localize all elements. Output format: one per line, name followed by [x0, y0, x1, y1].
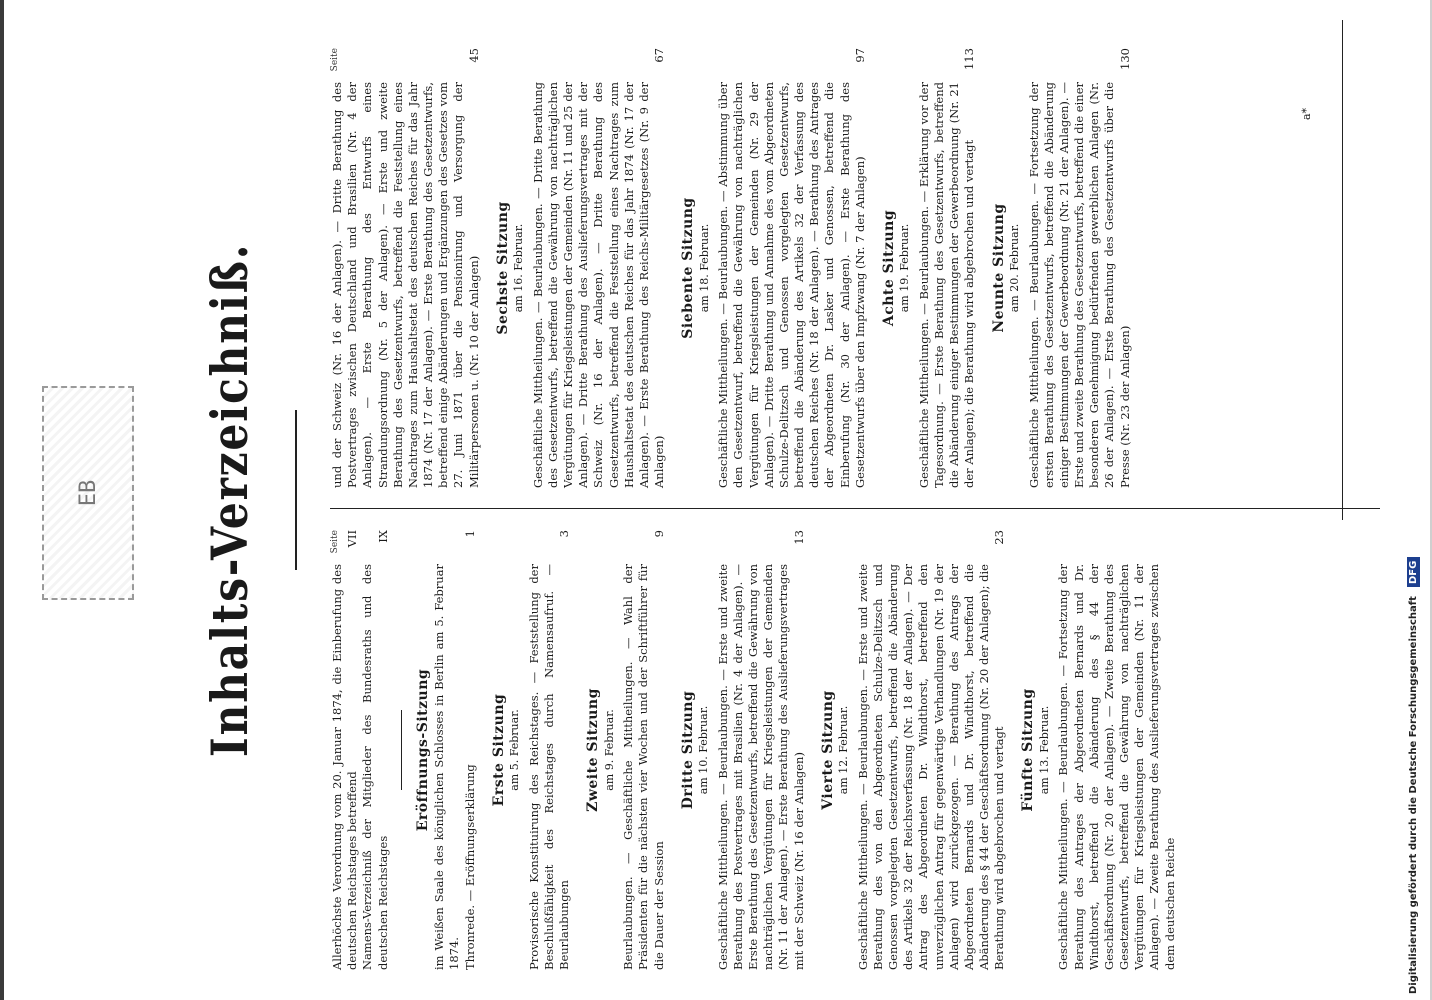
- session-heading: Zweite Sitzung: [585, 688, 602, 812]
- session-date: am 16. Februar.: [512, 223, 526, 313]
- digitization-credit: [1407, 6, 1420, 994]
- toc-entry-text: Geschäftliche Mittheilungen. — Beurlaubungen. — Abstimmung über den Gesetzentwurf, betreffend die Gewährung von nachträglichen Vergütungen für Kriegsleistungen der Gemeinden (Nr. 29 der Anlagen). — Dritte Berathung und Annahme des vom Abgeordneten Schulze-Delitzsch und Genossen vorgelegten Gesetzentwurfs, betreffend die Abänderung des Artikels 32 der Verfassung des deutschen Reiches (Nr. 18 der Anlagen). — Berathung des Antrages der Abgeordneten Dr. Lasker und Genossen, betreffend die Einberufung (Nr. 30 der Anlagen). — Erste Berathung des Gesetzentwurfs über den Impfzwang (Nr. 7 der Anlagen): [716, 82, 867, 488]
- toc-entry-text: Beurlaubungen. — Geschäftliche Mittheilungen. — Wahl der Präsidenten für die nächsten vier Wochen und der Schriftführer für die Dauer der Session: [621, 564, 666, 970]
- session-heading: Vierte Sitzung: [819, 690, 836, 810]
- session-date: am 18. Februar.: [697, 223, 711, 313]
- session-heading: Siebente Sitzung: [680, 197, 697, 339]
- session-heading: Eröffnungs-Sitzung: [414, 668, 431, 832]
- left-column: [330, 530, 1178, 970]
- toc-entry-text: Geschäftliche Mittheilungen. — Beurlaubungen. — Dritte Berathung des Gesetzentwurfs, betreffend die Gewährung von nachträglichen Vergütungen für Kriegsleistungen der Gemeinden (Nr. 11 und 25 der Anlagen). — Dritte Berathung des Auslieferungsvertrages mit der Schweiz (Nr. 16 der Anlagen). — Dritte Berathung des Gesetzentwurfs, betreffend die Feststellung eines Nachtrages zum Haushaltsetat des deutschen Reiches für das Jahr 1874 (Nr. 17 der Anlagen). — Erste Berathung des Reichs-Militärgesetzes (Nr. 9 der Anlagen): [530, 82, 667, 488]
- toc-entry: [1056, 530, 1177, 970]
- toc-page-number: 1: [462, 530, 477, 538]
- toc-entry-text: Namens-Verzeichniß der Mitglieder des Bundesraths und des deutschen Reichstages: [360, 564, 390, 970]
- toc-entry: [856, 530, 1008, 970]
- document-title: Inhalts-Verzeichniß.: [200, 242, 259, 758]
- toc-entry: [716, 48, 868, 488]
- session-heading: Fünfte Sitzung: [1020, 688, 1037, 812]
- toc-entry: [330, 530, 360, 970]
- library-stamp: [42, 386, 134, 600]
- title-rule: [295, 410, 297, 570]
- toc-page-number: 45: [466, 48, 481, 63]
- stamp-text: EB: [75, 479, 101, 507]
- session-date: am 9. Februar.: [602, 709, 616, 791]
- toc-entry-text: Provisorische Konstituirung des Reichstages. — Feststellung der Beschlußfähigkeit des Reichstages durch Namensaufruf. — Beurlaubungen: [526, 564, 571, 970]
- credit-text: Digitalisierung gefördert durch die Deutsche Forschungsgemeinschaft: [1408, 596, 1419, 994]
- session-heading: Erste Sitzung: [490, 693, 507, 807]
- session-date: am 19. Februar.: [898, 223, 912, 313]
- column-separator: [330, 508, 1380, 509]
- toc-page-number: 113: [962, 48, 977, 70]
- toc-entry-text: Geschäftliche Mittheilungen. — Beurlaubungen. — Fortsetzung der ersten Berathung des Gesetzentwurfs, betreffend die Abänderung einiger Bestimmungen der Gewerbeordnung (Nr. 21 der Anlagen). — Erste und zweite Berathung des Gesetzentwurfs, betreffend die einer besonderen Genehmigung bedürfenden gewerblichen Anlagen (Nr. 26 der Anlagen). — Erste Berathung des Gesetzentwurfs über die Presse (Nr. 23 der Anlagen): [1026, 82, 1132, 488]
- seite-label-right: Seite: [330, 48, 340, 72]
- toc-entry-text: Geschäftliche Mittheilungen. — Beurlaubungen. — Erste und zweite Berathung des von den Abgeordneten Schulze-Delitzsch und Genossen vorgelegten Gesetzentwurfs, betreffend die Abänderung des Artikels 32 der Reichsverfassung (Nr. 18 der Anlagen). — Der Antrag des Abgeordneten Dr. Windthorst, betreffend den unverzüglichen Antrag für gegenwärtige Verhandlungen (Nr. 19 der Anlagen) wird zurückgezogen. — Berathung des Antrags der Abgeordneten Bernards und Dr. Windthorst, betreffend die Abänderung des § 44 der Geschäftsordnung (Nr. 20 der Anlagen); die Berathung wird abgebrochen und vertagt: [855, 564, 1007, 970]
- toc-entry: [531, 48, 668, 488]
- toc-entry: [1027, 48, 1133, 488]
- toc-page-number: 3: [557, 530, 571, 538]
- toc-entry-text: und der Schweiz (Nr. 16 der Anlagen). — Dritte Berathung des Postvertrages zwischen Deutschland und Brasilien (Nr. 4 der Anlagen). — Erste Berathung des Entwurfs eines Strandungsordnung (Nr. 5 der Anlagen). — Erste und zweite Berathung des Gesetzentwurfs, betreffend die Feststellung eines Nachtrages zum Haushaltsetat des deutschen Reiches für das Jahr 1874 (Nr. 17 der Anlagen). — Erste Berathung des Gesetzentwurfs, betreffend einige Abänderungen und Ergänzungen des Gesetzes vom 27. Juni 1871 über die Pensionirung und Versorgung der Militärpersonen u. (Nr. 10 der Anlagen): [330, 82, 481, 488]
- session-date: am 10. Februar.: [697, 705, 711, 795]
- toc-entry: [463, 530, 478, 970]
- toc-entry: [360, 530, 390, 970]
- toc-entry: [330, 48, 482, 488]
- dfg-logo: DFG: [1407, 557, 1420, 586]
- toc-page-number: 13: [791, 530, 806, 545]
- toc-entry-text: Geschäftliche Mittheilungen. — Beurlaubungen. — Fortsetzung der Berathung des Antrages der Abgeordneten Bernards und Dr. Windthorst, betreffend die Abänderung des § 44 der Geschäftsordnung (Nr. 20 der Anlagen). — Zweite Berathung des Gesetzentwurfs, betreffend die Gewährung von nachträglichen Vergütungen für Kriegsleistungen der Gemeinden (Nr. 11 der Anlagen). — Zweite Berathung des Auslieferungsvertrages zwischen dem deutschen Reiche: [1056, 564, 1177, 970]
- toc-entry: [716, 530, 807, 970]
- toc-entry-text: Geschäftliche Mittheilungen. — Beurlaubungen. — Erste und zweite Berathung des Postvertrages mit Brasilien (Nr. 4 der Anlagen). — Erste Berathung des Gesetzentwurfs, betreffend die Gewährung von nachträglichen Vergütungen für Kriegsleistungen der Gemeinden (Nr. 11 der Anlagen). — Erste Berathung des Auslieferungsvertrages mit der Schweiz (Nr. 16 der Anlagen): [715, 564, 806, 970]
- footer-rule: [1342, 20, 1343, 520]
- toc-entry: [432, 530, 462, 970]
- session-date: am 13. Februar.: [1037, 705, 1051, 795]
- session-heading: Neunte Sitzung: [990, 203, 1007, 333]
- toc-page-number: 130: [1117, 48, 1132, 70]
- toc-entry-text: Allerhöchste Verordnung vom 20. Januar 1874, die Einberufung des deutschen Reichstages betreffend: [330, 564, 360, 970]
- session-heading: Achte Sitzung: [880, 209, 897, 327]
- session-heading: Dritte Sitzung: [679, 690, 696, 810]
- toc-entry-text: Geschäftliche Mittheilungen. — Beurlaubungen. — Erklärung vor der Tagesordnung. — Erste Berathung des Gesetzentwurfs, betreffend die Abänderung einiger Bestimmungen der Gewerbeordnung (Nr. 21 der Anlagen); die Berathung wird abgebrochen und vertagt: [916, 82, 977, 488]
- section-separator: [401, 710, 402, 790]
- toc-entry-text: im Weißen Saale des königlichen Schlosses in Berlin am 5. Februar 1874.: [432, 564, 462, 970]
- toc-page-number: 23: [992, 530, 1007, 545]
- session-heading: Sechste Sitzung: [494, 201, 511, 335]
- toc-page-number: 97: [852, 48, 867, 63]
- toc-entry: [621, 530, 667, 970]
- toc-entry: [917, 48, 978, 488]
- toc-entry: [527, 530, 573, 970]
- session-date: am 12. Februar.: [837, 705, 851, 795]
- toc-page-number: VII: [345, 530, 360, 548]
- footer-mark: a*: [1300, 107, 1313, 120]
- right-column: [330, 48, 1133, 488]
- toc-entry-text: Thronrede. — Eröffnungserklärung: [462, 764, 477, 970]
- session-date: am 5. Februar.: [508, 709, 522, 791]
- toc-page-number: IX: [375, 530, 390, 543]
- toc-page-number: 67: [652, 48, 667, 63]
- toc-page-number: 9: [651, 530, 666, 538]
- seite-label-left: Seite: [330, 530, 340, 554]
- session-date: am 20. Februar.: [1008, 223, 1022, 313]
